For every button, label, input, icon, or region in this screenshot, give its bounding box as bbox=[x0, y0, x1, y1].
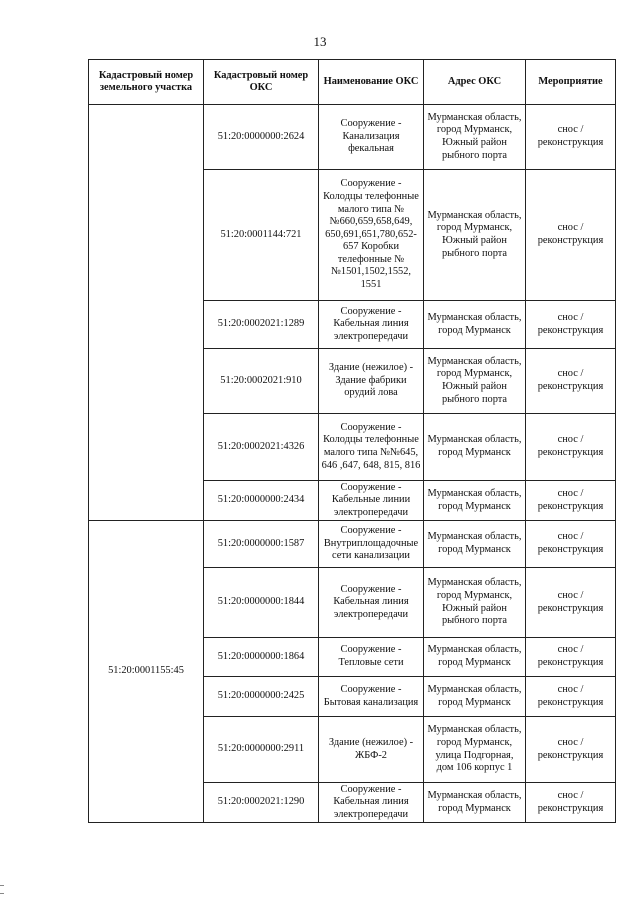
action-cell: снос / реконструкция bbox=[526, 638, 616, 677]
plot-number-cell: 51:20:0001155:45 bbox=[89, 521, 204, 823]
oks-address-cell: Мурманская область, город Мурманск bbox=[424, 481, 526, 521]
oks-name-cell: Сооружение - Кабельная линия электропередачи bbox=[319, 301, 424, 349]
oks-number-cell: 51:20:0001144:721 bbox=[204, 170, 319, 301]
oks-number-cell: 51:20:0002021:910 bbox=[204, 349, 319, 414]
table-header-row bbox=[89, 60, 616, 105]
oks-number-cell: 51:20:0000000:1864 bbox=[204, 638, 319, 677]
plot-number-cell bbox=[89, 105, 204, 521]
header-action: Мероприятие bbox=[526, 60, 616, 105]
action-cell: снос / реконструкция bbox=[526, 301, 616, 349]
oks-name-cell: Здание (нежилое) - ЖБФ-2 bbox=[319, 717, 424, 783]
oks-number-cell: 51:20:0000000:2624 bbox=[204, 105, 319, 170]
oks-number-cell: 51:20:0000000:1587 bbox=[204, 521, 319, 568]
oks-address-cell: Мурманская область, город Мурманск bbox=[424, 414, 526, 481]
table-row bbox=[89, 521, 616, 568]
action-cell: снос / реконструкция bbox=[526, 481, 616, 521]
header-oks-address: Адрес ОКС bbox=[424, 60, 526, 105]
oks-name-cell: Сооружение - Кабельные линии электропередачи bbox=[319, 481, 424, 521]
oks-number-cell: 51:20:0000000:2425 bbox=[204, 677, 319, 717]
oks-address-cell: Мурманская область, город Мурманск bbox=[424, 783, 526, 823]
oks-address-cell: Мурманская область, город Мурманск, Южный район рыбного порта bbox=[424, 568, 526, 638]
action-cell: снос / реконструкция bbox=[526, 783, 616, 823]
oks-name-cell: Сооружение - Бытовая канализация bbox=[319, 677, 424, 717]
oks-name-cell: Сооружение - Кабельная линия электропередачи bbox=[319, 568, 424, 638]
oks-address-cell: Мурманская область, город Мурманск bbox=[424, 638, 526, 677]
oks-address-cell: Мурманская область, город Мурманск bbox=[424, 301, 526, 349]
oks-table bbox=[88, 59, 616, 823]
oks-number-cell: 51:20:0000000:2911 bbox=[204, 717, 319, 783]
oks-name-cell: Сооружение - Канализация фекальная bbox=[319, 105, 424, 170]
scan-artifact bbox=[0, 893, 4, 894]
oks-name-cell: Сооружение - Колодцы телефонные малого типа №№645, 646 ,647, 648, 815, 816 bbox=[319, 414, 424, 481]
oks-number-cell: 51:20:0000000:1844 bbox=[204, 568, 319, 638]
action-cell: снос / реконструкция bbox=[526, 349, 616, 414]
oks-name-cell: Сооружение - Внутриплощадочные сети канализации bbox=[319, 521, 424, 568]
oks-name-cell: Сооружение - Кабельная линия электропередачи bbox=[319, 783, 424, 823]
action-cell: снос / реконструкция bbox=[526, 414, 616, 481]
header-oks-number: Кадастровый номер ОКС bbox=[204, 60, 319, 105]
header-oks-name: Наименование ОКС bbox=[319, 60, 424, 105]
action-cell: снос / реконструкция bbox=[526, 105, 616, 170]
oks-address-cell: Мурманская область, город Мурманск, улица Подгорная, дом 106 корпус 1 bbox=[424, 717, 526, 783]
action-cell: снос / реконструкция bbox=[526, 717, 616, 783]
page-number: 13 bbox=[313, 34, 327, 49]
oks-address-cell: Мурманская область, город Мурманск, Южный район рыбного порта bbox=[424, 349, 526, 414]
oks-number-cell: 51:20:0002021:1289 bbox=[204, 301, 319, 349]
oks-number-cell: 51:20:0002021:1290 bbox=[204, 783, 319, 823]
oks-name-cell: Сооружение - Тепловые сети bbox=[319, 638, 424, 677]
scan-artifact bbox=[0, 885, 4, 886]
oks-address-cell: Мурманская область, город Мурманск, Южный район рыбного порта bbox=[424, 105, 526, 170]
oks-address-cell: Мурманская область, город Мурманск bbox=[424, 521, 526, 568]
oks-address-cell: Мурманская область, город Мурманск, Южный район рыбного порта bbox=[424, 170, 526, 301]
oks-address-cell: Мурманская область, город Мурманск bbox=[424, 677, 526, 717]
oks-name-cell: Сооружение - Колодцы телефонные малого типа №№660,659,658,649, 650,691,651,780,652-657 Коробки телефонные №№1501,1502,1552, 1551 bbox=[319, 170, 424, 301]
action-cell: снос / реконструкция bbox=[526, 521, 616, 568]
oks-number-cell: 51:20:0000000:2434 bbox=[204, 481, 319, 521]
table-row bbox=[89, 105, 616, 170]
action-cell: снос / реконструкция bbox=[526, 170, 616, 301]
oks-name-cell: Здание (нежилое) - Здание фабрики орудий лова bbox=[319, 349, 424, 414]
action-cell: снос / реконструкция bbox=[526, 677, 616, 717]
oks-number-cell: 51:20:0002021:4326 bbox=[204, 414, 319, 481]
action-cell: снос / реконструкция bbox=[526, 568, 616, 638]
header-plot-number: Кадастровый номер земельного участка bbox=[89, 60, 204, 105]
